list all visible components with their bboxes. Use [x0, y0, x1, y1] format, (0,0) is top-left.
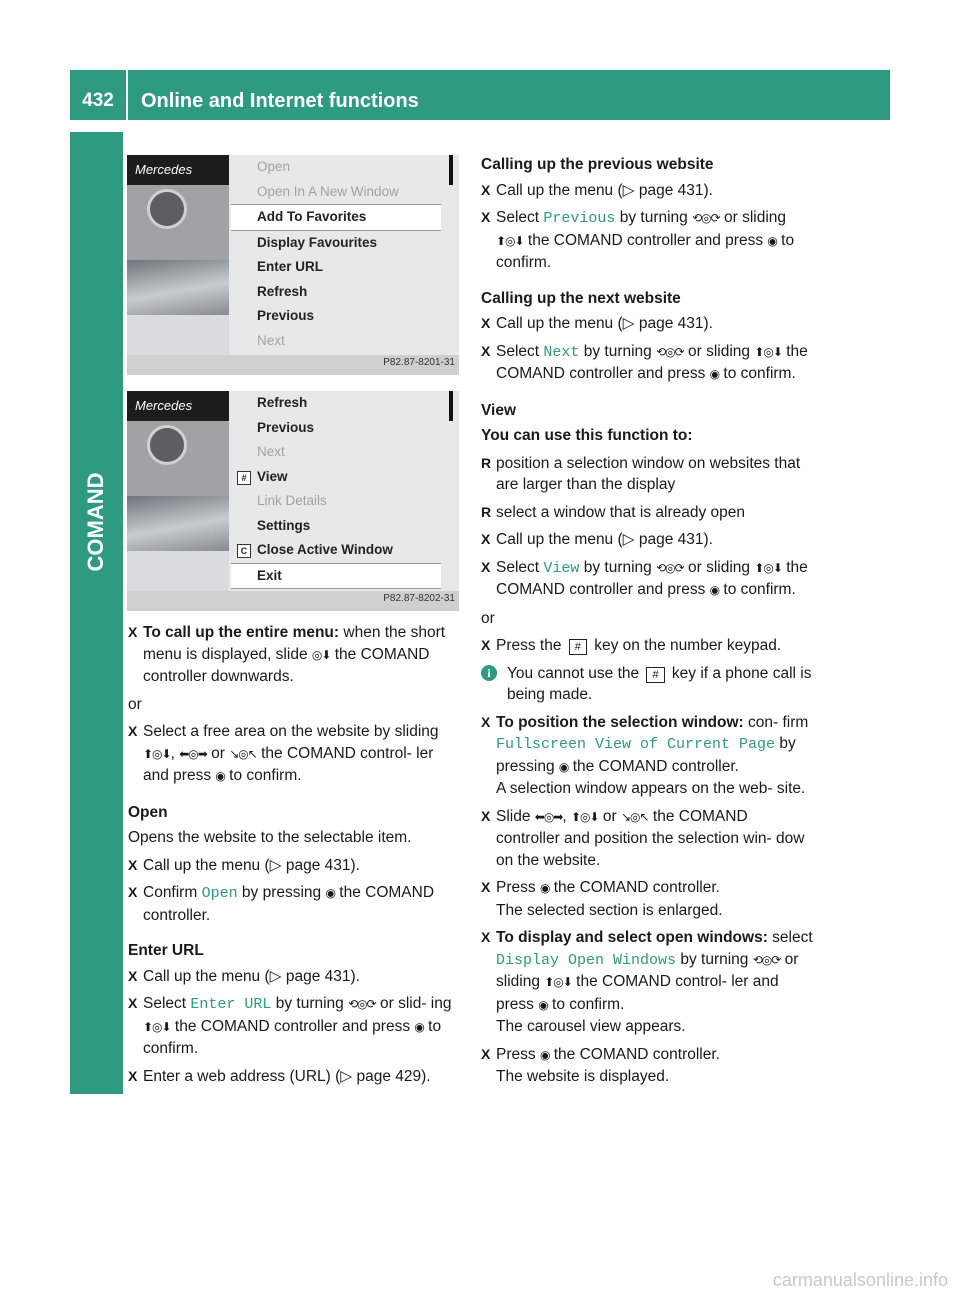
text: when the short menu is displayed, slide	[143, 624, 446, 663]
step-select-view	[481, 557, 815, 602]
step-next-call-menu: X Call up the menu (▷ page 431).	[481, 313, 815, 335]
step-press-hash-key	[481, 635, 815, 657]
text: Select a free area on the website by sliding	[143, 723, 439, 740]
text: by turning	[579, 558, 657, 576]
heading-next-website: Calling up the next website	[481, 289, 681, 307]
menu-item-previous[interactable]: Previous	[257, 419, 315, 435]
text: Select	[496, 342, 544, 360]
controller-turn-icon: ⟲◎⟳	[656, 344, 684, 359]
controller-turn-icon: ⟲◎⟳	[692, 211, 720, 225]
text: con- firm	[743, 713, 809, 731]
menu-term-view: View	[543, 559, 580, 577]
text: You cannot use the	[507, 664, 644, 682]
menu-item-refresh[interactable]: Refresh	[257, 395, 308, 410]
hash-key-icon: #	[569, 639, 587, 655]
text: by turning	[271, 995, 349, 1012]
controller-turn-icon: ⟲◎⟳	[752, 952, 781, 967]
info-icon: i	[481, 665, 497, 681]
text: the COMAND control- ler and press	[496, 973, 779, 1013]
website-preview	[127, 155, 229, 355]
controller-slide-vertical-icon: ⬆◎⬇	[754, 560, 782, 575]
menu-scrollbar[interactable]	[449, 391, 453, 421]
controller-slide-vertical-icon: ⬆◎⬇	[571, 809, 599, 824]
text: or sliding	[496, 950, 799, 990]
menu-item-label: View	[257, 468, 288, 484]
text: Select	[496, 209, 544, 226]
text: or sliding	[683, 558, 755, 576]
text: the COMAND controller and press	[496, 558, 808, 598]
step-select-previous	[481, 207, 815, 274]
step-slide-controller	[481, 806, 815, 872]
menu-item-exit[interactable]: Exit	[231, 563, 441, 590]
website-image	[127, 496, 229, 551]
clear-key-icon: C	[237, 544, 251, 558]
step-call-entire-menu	[128, 622, 462, 688]
text: to confirm.	[224, 767, 302, 784]
step-select-enter-url	[128, 993, 462, 1060]
text: Select	[496, 558, 544, 576]
controller-slide-vertical-icon: ⬆◎⬇	[544, 975, 572, 989]
website-preview	[127, 391, 229, 591]
controller-slide-horizontal-icon: ⬅◎➡	[534, 809, 563, 824]
step-result: The website is displayed.	[496, 1068, 670, 1085]
text: select	[767, 929, 813, 946]
text: to confirm.	[143, 1017, 442, 1057]
text: or	[206, 744, 230, 762]
text: Confirm	[143, 884, 202, 901]
step-select-free-area	[128, 721, 462, 788]
text: the COMAND controller and position the selection win- dow on the website.	[496, 807, 805, 869]
text: the COMAND controller and press	[170, 1017, 415, 1035]
menu-item-settings[interactable]: Settings	[257, 517, 311, 533]
step-press-controller-enlarge	[481, 877, 815, 921]
menu-item-next[interactable]: Next	[257, 444, 285, 459]
menu-term-display-open-windows: Display Open Windows	[496, 951, 677, 969]
text: the COMAND controller and press	[496, 342, 808, 382]
menu-term-previous: Previous	[543, 210, 616, 227]
view-bullet-position: R position a selection window on websites that are larger than the display	[481, 453, 815, 496]
heading-open: Open	[128, 803, 168, 821]
menu-term-fullscreen-view: Fullscreen View of Current Page	[496, 736, 776, 753]
menu-item-refresh[interactable]: Refresh	[257, 283, 308, 299]
text: or slid- ing	[375, 995, 452, 1012]
text: the COMAND controller.	[143, 884, 435, 924]
comand-menu-screenshot-2	[127, 391, 459, 611]
controller-slide-diagonal-icon: ↘◎↖	[229, 746, 257, 761]
menu-item-display-favourites[interactable]: Display Favourites	[257, 234, 378, 250]
side-tab-marker	[70, 1042, 123, 1094]
page-title: Online and Internet functions	[141, 90, 419, 112]
website-image	[127, 260, 229, 315]
menu-term-enter-url: Enter URL	[190, 996, 272, 1013]
view-bullet-select-window: R select a window that is already open	[481, 502, 815, 524]
text: the COMAND controller downwards.	[143, 645, 430, 685]
step-result: A selection window appears on the web- site.	[496, 780, 806, 797]
text: Slide	[496, 807, 535, 825]
controller-press-icon: ◉	[767, 233, 777, 248]
or-text: or	[128, 695, 142, 713]
browser-menu	[231, 391, 441, 591]
heading-previous-website: Calling up the previous website	[481, 156, 714, 173]
controller-press-icon: ◉	[215, 769, 225, 783]
hash-key-icon: #	[646, 667, 664, 683]
text: Press	[496, 1045, 540, 1063]
text: the COMAND controller.	[549, 879, 720, 896]
controller-slide-diagonal-icon: ↘◎↖	[621, 809, 649, 824]
menu-item-close-active-window[interactable]	[231, 538, 441, 563]
text: by turning	[579, 342, 657, 360]
menu-item-add-to-favorites[interactable]: Add To Favorites	[231, 204, 441, 231]
menu-term-next: Next	[543, 343, 580, 361]
text: the COMAND controller and press	[523, 231, 768, 249]
text: to confirm.	[719, 365, 796, 382]
step-bold: To position the selection window:	[496, 713, 744, 731]
step-bold: To call up the entire menu:	[143, 624, 340, 641]
controller-press-icon: ◉	[709, 367, 720, 381]
controller-press-icon: ◉	[538, 997, 548, 1012]
or-text: or	[481, 609, 495, 627]
website-brand: Mercedes	[127, 155, 229, 185]
text: Press	[496, 879, 540, 896]
text: key on the number keypad.	[589, 637, 782, 654]
step-result: The selected section is enlarged.	[496, 901, 723, 919]
step-prev-call-menu: X Call up the menu (▷ page 431).	[481, 180, 815, 202]
menu-item-open-new-window[interactable]: Open In A New Window	[257, 183, 399, 199]
controller-press-icon: ◉	[709, 583, 720, 597]
step-press-controller-display	[481, 1044, 815, 1088]
text: the COMAND controller.	[568, 757, 739, 775]
controller-slide-vertical-icon: ⬆◎⬇	[143, 1019, 171, 1034]
text: by pressing	[496, 735, 796, 775]
text: by pressing	[237, 884, 326, 901]
controller-turn-icon: ⟲◎⟳	[656, 560, 684, 575]
step-enter-web-address: X Enter a web address (URL) (▷ page 429).	[128, 1066, 462, 1088]
mercedes-star-icon	[147, 189, 187, 229]
page-number: 432	[82, 90, 114, 111]
menu-item-enter-url[interactable]: Enter URL	[257, 259, 324, 274]
text: to confirm.	[496, 231, 795, 271]
watermark: carmanualsonline.info	[772, 1270, 948, 1290]
controller-press-icon: ◉	[414, 1019, 424, 1034]
text: ,	[170, 744, 180, 762]
text: the COMAND control- ler and press	[143, 744, 434, 784]
menu-item-label: Close Active Window	[257, 542, 393, 557]
text: key if a phone call is being made.	[507, 664, 812, 703]
left-column	[128, 622, 462, 1093]
view-subheading: You can use this function to:	[481, 427, 693, 444]
website-footer	[127, 551, 229, 591]
step-position-selection-window	[481, 712, 815, 800]
text: or sliding	[683, 342, 755, 360]
side-tab	[70, 132, 123, 1042]
controller-slide-horizontal-icon: ⬅◎➡	[179, 746, 207, 761]
controller-turn-icon: ⟲◎⟳	[348, 997, 376, 1011]
step-select-next	[481, 341, 815, 386]
step-bold: To display and select open windows:	[496, 929, 768, 946]
heading-view: View	[481, 401, 517, 419]
heading-enter-url: Enter URL	[128, 942, 204, 959]
controller-press-icon: ◉	[539, 881, 550, 895]
website-brand: Mercedes	[127, 391, 229, 421]
text: to confirm.	[719, 581, 796, 598]
browser-menu	[231, 155, 441, 355]
menu-scrollbar[interactable]	[449, 155, 453, 185]
info-note	[481, 663, 815, 706]
text: Press the	[496, 637, 566, 654]
text: ,	[562, 807, 571, 825]
image-code: P82.87-8202-31	[383, 593, 455, 604]
image-code: P82.87-8201-31	[383, 357, 455, 368]
text: by turning	[615, 209, 693, 226]
open-description: Opens the website to the selectable item.	[128, 829, 412, 846]
text: the COMAND controller.	[549, 1045, 720, 1063]
menu-term-open: Open	[201, 885, 238, 902]
step-url-call-menu: X Call up the menu (▷ page 431).	[128, 966, 462, 988]
right-column	[481, 140, 815, 1094]
side-tab-label: COMAND	[83, 472, 108, 572]
hash-key-icon: #	[237, 471, 251, 485]
controller-slide-vertical-icon: ⬆◎⬇	[496, 233, 524, 248]
controller-slide-down-icon: ◎⬇	[311, 647, 331, 662]
controller-press-icon: ◉	[539, 1047, 550, 1062]
comand-menu-screenshot-1	[127, 155, 459, 375]
step-view-call-menu: X Call up the menu (▷ page 431).	[481, 529, 815, 551]
step-open-call-menu: X Call up the menu (▷ page 431).	[128, 855, 462, 877]
controller-press-icon: ◉	[558, 759, 569, 774]
menu-item-view[interactable]	[231, 465, 441, 490]
menu-item-open[interactable]: Open	[257, 159, 291, 174]
controller-slide-vertical-icon: ⬆◎⬇	[143, 746, 171, 761]
menu-item-previous[interactable]: Previous	[257, 308, 315, 323]
text: or sliding	[719, 209, 787, 226]
controller-press-icon: ◉	[325, 886, 335, 900]
text: Select	[143, 995, 191, 1012]
step-display-open-windows	[481, 927, 815, 1038]
step-confirm-open	[128, 882, 462, 926]
controller-slide-vertical-icon: ⬆◎⬇	[754, 344, 782, 359]
text: to confirm.	[547, 995, 625, 1013]
website-footer	[127, 315, 229, 355]
mercedes-star-icon	[147, 425, 187, 465]
menu-item-link-details[interactable]: Link Details	[257, 493, 327, 508]
text: or	[598, 807, 621, 825]
menu-item-next[interactable]: Next	[257, 332, 285, 348]
text: by turning	[676, 950, 753, 968]
step-result: The carousel view appears.	[496, 1018, 686, 1035]
header-divider	[126, 70, 128, 120]
